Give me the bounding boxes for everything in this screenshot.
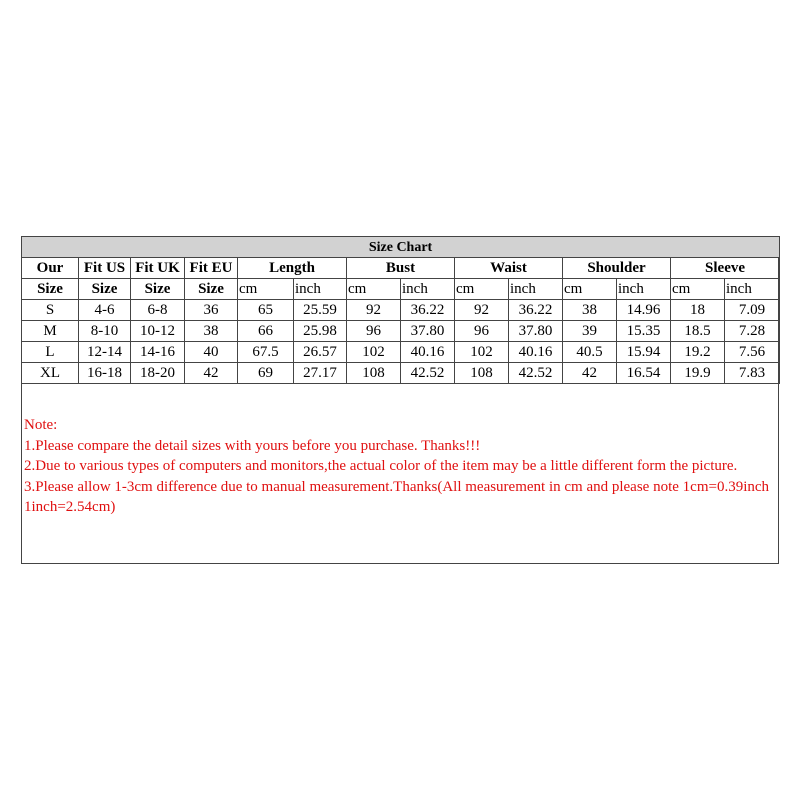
table-cell: 38 (185, 321, 238, 342)
size-table (21, 236, 780, 384)
table-cell: L (22, 342, 79, 363)
header-sleeve: Sleeve (671, 258, 780, 279)
table-row (22, 300, 780, 321)
table-row (22, 321, 780, 342)
table-cell: 4-6 (79, 300, 131, 321)
table-cell: 14.96 (617, 300, 671, 321)
table-cell: 36 (185, 300, 238, 321)
table-cell: 42 (185, 363, 238, 384)
table-cell: 102 (455, 342, 509, 363)
table-cell: 36.22 (401, 300, 455, 321)
table-cell: 25.98 (294, 321, 347, 342)
header-fit-us: Fit US (79, 258, 131, 279)
table-cell: 66 (238, 321, 294, 342)
table-cell: 108 (347, 363, 401, 384)
table-cell: 96 (455, 321, 509, 342)
table-cell: 14-16 (131, 342, 185, 363)
table-cell: S (22, 300, 79, 321)
note-1: 1.Please compare the detail sizes with yours before you purchase. Thanks!!! (24, 437, 481, 454)
table-cell: 38 (563, 300, 617, 321)
table-cell: 26.57 (294, 342, 347, 363)
header-fit-us-size: Size (79, 279, 131, 300)
unit-cm: cm (455, 279, 509, 300)
table-cell: 27.17 (294, 363, 347, 384)
table-cell: 10-12 (131, 321, 185, 342)
table-cell: 65 (238, 300, 294, 321)
table-body (22, 300, 780, 384)
table-cell: 16-18 (79, 363, 131, 384)
table-cell: 16.54 (617, 363, 671, 384)
table-cell: 40.16 (401, 342, 455, 363)
table-cell: 108 (455, 363, 509, 384)
header-fit-eu-size: Size (185, 279, 238, 300)
unit-cm: cm (347, 279, 401, 300)
table-cell: 36.22 (509, 300, 563, 321)
notes (24, 415, 774, 518)
table-row (22, 342, 780, 363)
header-waist: Waist (455, 258, 563, 279)
header-bust: Bust (347, 258, 455, 279)
table-cell: M (22, 321, 79, 342)
table-cell: 18 (671, 300, 725, 321)
table-cell: 25.59 (294, 300, 347, 321)
unit-inch: inch (294, 279, 347, 300)
table-cell: 18-20 (131, 363, 185, 384)
note-heading: Note: (24, 417, 58, 433)
header-length: Length (238, 258, 347, 279)
table-cell: 102 (347, 342, 401, 363)
unit-inch: inch (509, 279, 563, 300)
table-cell: 7.28 (725, 321, 780, 342)
unit-cm: cm (671, 279, 725, 300)
table-cell: 19.9 (671, 363, 725, 384)
table-cell: 7.83 (725, 363, 780, 384)
table-cell: 6-8 (131, 300, 185, 321)
size-chart (21, 236, 779, 564)
table-cell: 67.5 (238, 342, 294, 363)
chart-title: Size Chart (22, 237, 780, 258)
header-fit-uk-size: Size (131, 279, 185, 300)
table-cell: 37.80 (401, 321, 455, 342)
table-cell: 40.5 (563, 342, 617, 363)
table-cell: 42.52 (401, 363, 455, 384)
note-3: 3.Please allow 1-3cm difference due to manual measurement.Thanks(All measurement in cm and please note 1cm=0.39inch 1inch=2.54cm) (24, 478, 770, 515)
header-fit-uk: Fit UK (131, 258, 185, 279)
table-cell: 96 (347, 321, 401, 342)
unit-inch: inch (401, 279, 455, 300)
table-cell: XL (22, 363, 79, 384)
table-cell: 15.94 (617, 342, 671, 363)
unit-cm: cm (563, 279, 617, 300)
table-cell: 92 (455, 300, 509, 321)
table-cell: 39 (563, 321, 617, 342)
unit-cm: cm (238, 279, 294, 300)
table-cell: 40 (185, 342, 238, 363)
table-cell: 7.56 (725, 342, 780, 363)
table-cell: 40.16 (509, 342, 563, 363)
table-cell: 42 (563, 363, 617, 384)
note-2: 2.Due to various types of computers and monitors,the actual color of the item may be a little different form the picture. (24, 458, 738, 474)
table-cell: 92 (347, 300, 401, 321)
table-cell: 19.2 (671, 342, 725, 363)
table-cell: 37.80 (509, 321, 563, 342)
table-cell: 15.35 (617, 321, 671, 342)
header-shoulder: Shoulder (563, 258, 671, 279)
header-our: Our (22, 258, 79, 279)
table-row (22, 363, 780, 384)
header-our-size: Size (22, 279, 79, 300)
table-cell: 7.09 (725, 300, 780, 321)
table-cell: 42.52 (509, 363, 563, 384)
table-cell: 69 (238, 363, 294, 384)
unit-inch: inch (617, 279, 671, 300)
table-cell: 12-14 (79, 342, 131, 363)
table-cell: 8-10 (79, 321, 131, 342)
unit-inch: inch (725, 279, 780, 300)
header-fit-eu: Fit EU (185, 258, 238, 279)
table-cell: 18.5 (671, 321, 725, 342)
